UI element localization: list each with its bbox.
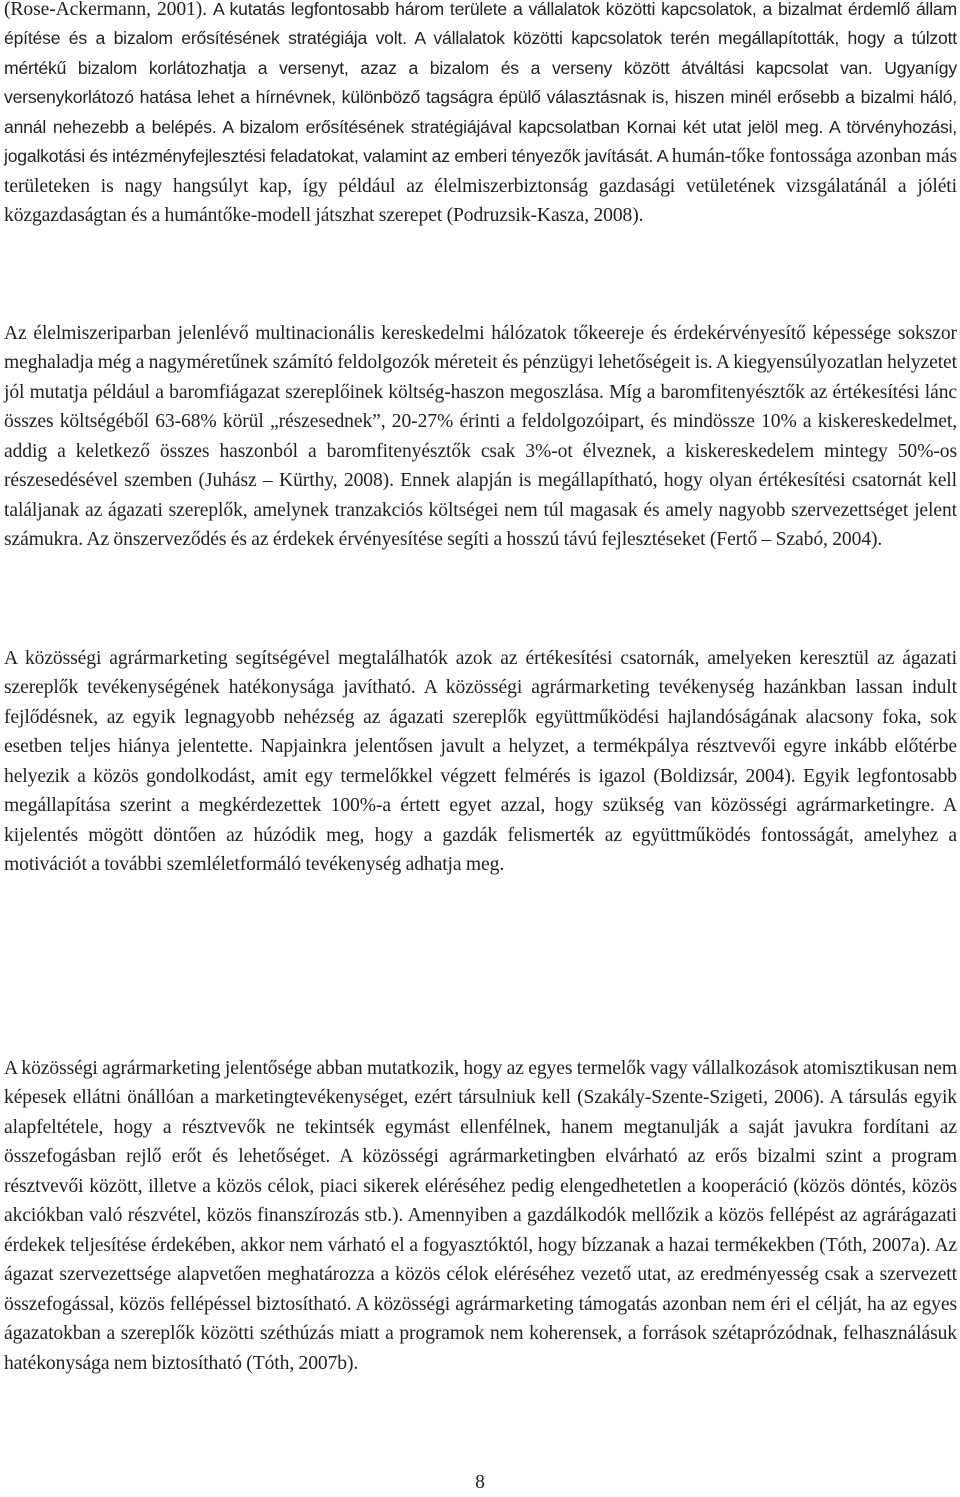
paragraph-2 bbox=[4, 319, 957, 555]
paragraph-1-segment-2: A kutatás legfontosabb három területe a vállalatok közötti kapcsolatok, a bizalmat érdemlő állam építése és a bizalom erősítésének stratégiája volt. A vállalatok közötti kapcsolatok terén megállapították, hogy a túlzott mértékű bizalom korlátozhatja a versenyt, azaz a bizalom és a verseny között átváltási kapcsolat van. Ugyanígy versenykorlátozó hatása lehet a hírnévnek, különböző tagságra épülő választásnak is, hiszen minél erősebb a bizalmi háló, annál nehezebb a belépés. A bizalom erősítésének stratégiájával kapcsolatban Kornai két utat jelöl meg. A törvényhozási, jogalkotási és intézményfejlesztési feladatokat, valamint az emberi tényezők javítását. A bbox=[4, 0, 957, 167]
paragraph-1 bbox=[4, 0, 957, 230]
paragraph-2-text: Az élelmiszeriparban jelenlévő multinacionális kereskedelmi hálózatok tőkeereje és érdekérvényesítő képessége sokszor meghaladja még a nagyméretűnek számító feldolgozók méreteit és pénzügyi lehetőségeit is. A kiegyensúlyozatlan helyzetet jól mutatja például a baromfiágazat szereplőinek költség-haszon megoszlása. Míg a baromfitenyésztők az értékesítési lánc összes költségéből 63-68% körül „részesednek”, 20-27% érinti a feldolgozóipart, és mindössze 10% a kiskereskedelmet, addig a keletkező összes haszonból a baromfitenyésztők csak 3%-ot élveznek, a kiskereskedelem mintegy 50%-os részesedésével szemben (Juhász – Kürthy, 2008). Ennek alapján is megállapítható, hogy olyan értékesítési csatornát kell találjanak az ágazati szereplők, amelynek tranzakciós költségei nem túl magasak és amely nagyobb szervezettséget jelent számukra. Az önszerveződés és az érdekek érvényesítése segíti a hosszú távú fejlesztéseket (Fertő – Szabó, 2004). bbox=[4, 323, 957, 551]
paragraph-4-text: A közösségi agrármarketing jelentősége abban mutatkozik, hogy az egyes termelők vagy vállalkozások atomisztikusan nem képesek ellátni önállóan a marketingtevékenységet, ezért társulniuk kell (Szakály-Szente-Szigeti, 2006). A társulás egyik alapfeltétele, hogy a résztvevők ne tekintsék egymást ellenfélnek, hanem megtanulják a saját javukra fordítani az összefogásban rejlő erőt és lehetőséget. A közösségi agrármarketingben elvárható az erős bizalmi szint a program résztvevői között, illetve a közös célok, piaci sikerek eléréséhez pedig elengedhetetlen a kooperáció (közös döntés, közös akciókban való részvétel, közös finanszírozás stb.). Amennyiben a gazdálkodók mellőzik a közös fellépést az agrárágazati érdekek teljesítése érdekében, akkor nem várható el a fogyasztóktól, hogy bízzanak a hazai termékekben (Tóth, 2007a). Az ágazat szervezettsége alapvetően meghatározza a közös célok eléréséhez vezető utat, az eredményesség csak a szervezett összefogással, közös fellépéssel biztosítható. A közösségi agrármarketing támogatás azonban nem éri el célját, ha az egyes ágazatokban a szereplők közötti széthúzás miatt a programok nem koherensek, a források szétaprózódnak, felhasználásuk hatékonysága nem biztosítható (Tóth, 2007b). bbox=[4, 1058, 957, 1374]
paragraph-1-segment-3: humán-tőke fontossága azonban más területeken is nagy hangsúlyt kap, így például az élelmiszerbiztonság gazdasági vetületének vizsgálatánál a jóléti közgazdaságtan és a humántőke-modell játszhat szerepet (Podruzsik-Kasza, 2008). bbox=[4, 146, 957, 226]
paragraph-4 bbox=[4, 1054, 957, 1378]
page-number: 8 bbox=[475, 1472, 485, 1493]
paragraph-3 bbox=[4, 644, 957, 880]
paragraph-3-text: A közösségi agrármarketing segítségével megtalálhatók azok az értékesítési csatornák, amelyeken keresztül az ágazati szereplők tevékenységének hatékonysága javítható. A közösségi agrármarketing tevékenység hazánkban lassan indult fejlődésnek, az egyik legnagyobb nehézség az ágazati szereplők együttműködési hajlandóságának alacsony foka, sok esetben teljes hiánya jelentette. Napjainkra jelentősen javult a helyzet, a termékpálya résztvevői egyre inkább előtérbe helyezik a közös gondolkodást, amit egy termelőkkel végzett felmérés is igazol (Boldizsár, 2004). Egyik legfontosabb megállapítása szerint a megkérdezettek 100%-a értett egyet azzal, hogy szükség van közösségi agrármarketingre. A kijelentés mögött döntően az húzódik meg, hogy a gazdák felismerték az együttműködés fontosságát, amelyhez a motivációt a további szemléletformáló tevékenység adhatja meg. bbox=[4, 648, 957, 876]
paragraph-1-segment-1: (Rose-Ackermann, 2001). bbox=[4, 0, 214, 20]
